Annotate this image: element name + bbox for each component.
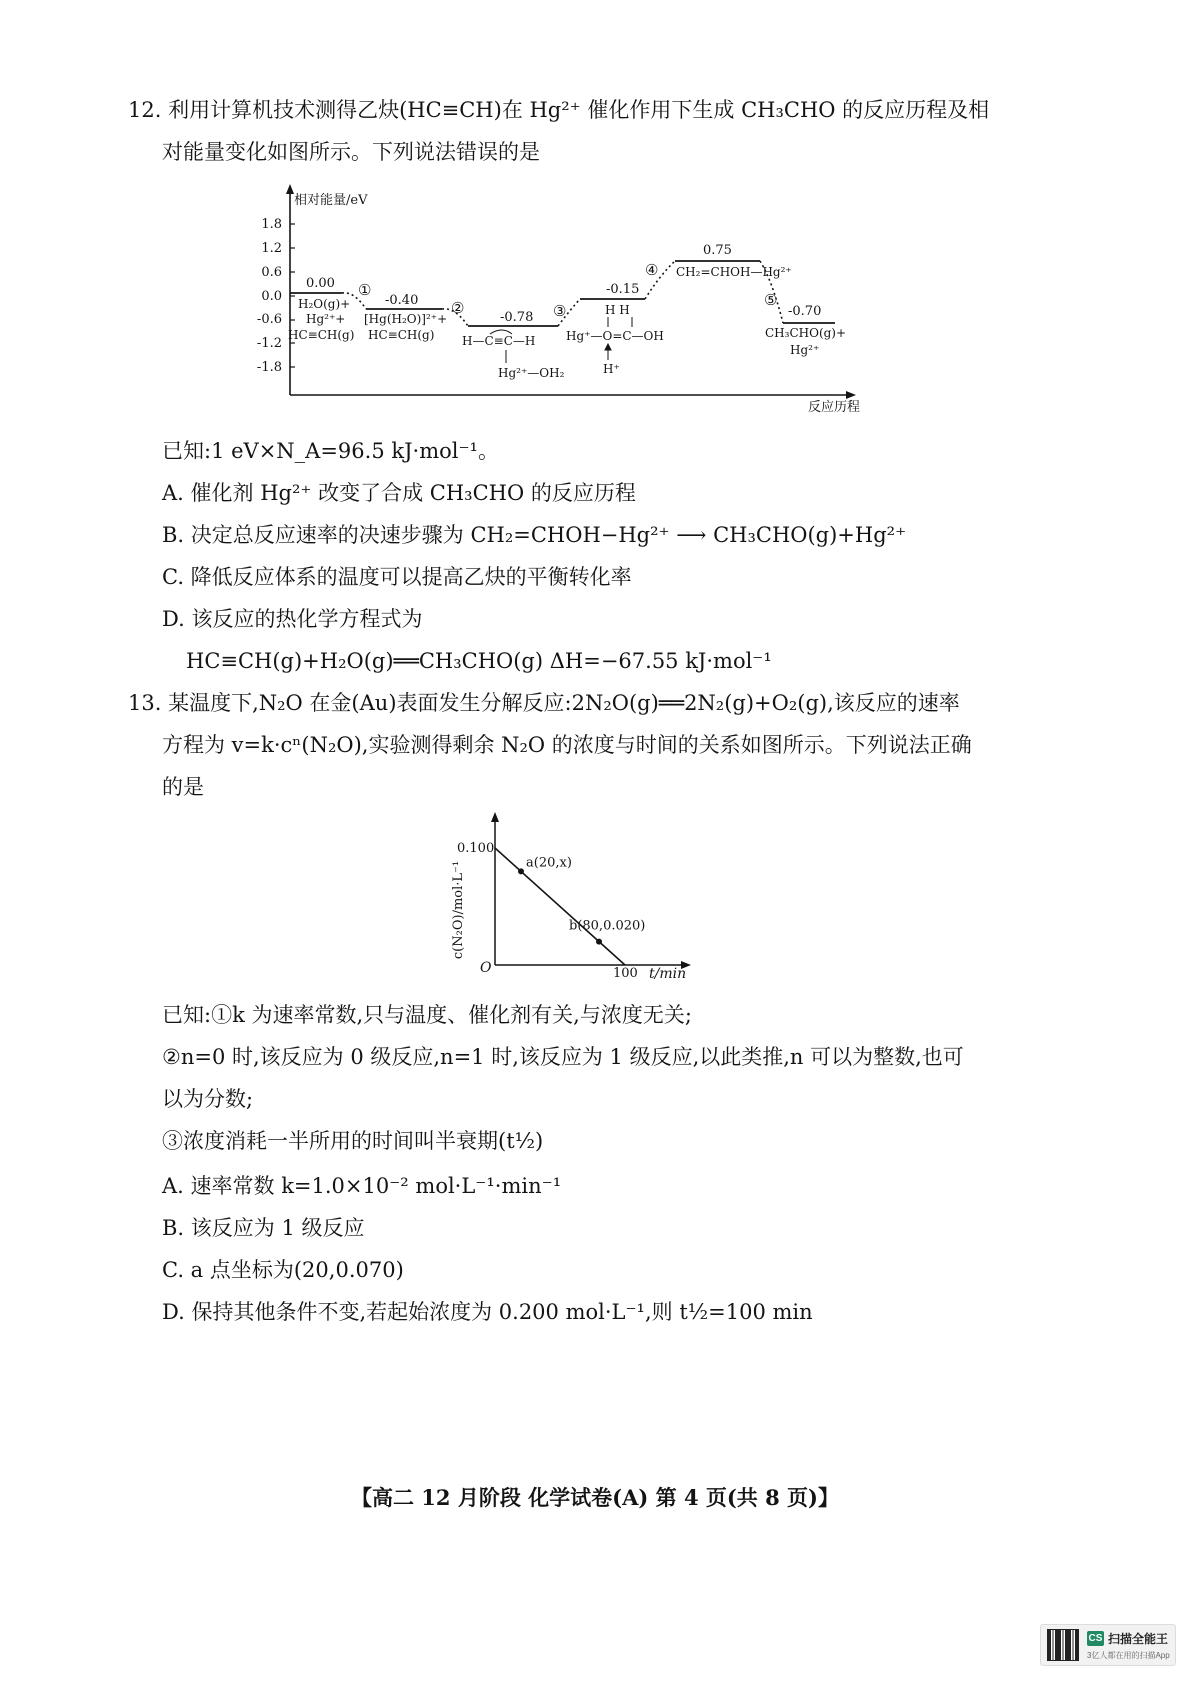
level-value: -0.70 xyxy=(788,304,822,319)
tick-label: 1.2 xyxy=(261,241,282,256)
q13-option-a: A. 速率常数 k=1.0×10⁻² mol·L⁻¹·min⁻¹ xyxy=(162,1174,562,1198)
species-label: H⁺ xyxy=(603,362,620,376)
species-label: Hg²⁺+ xyxy=(306,312,346,326)
species-label: Hg²⁺ xyxy=(790,343,820,357)
scanner-brand: 扫描全能王 xyxy=(1108,1632,1169,1646)
q13-option-c: C. a 点坐标为(20,0.070) xyxy=(162,1258,404,1282)
species-label: CH₃CHO(g)+ xyxy=(765,326,847,340)
species-label: [Hg(H₂O)]²⁺+ xyxy=(364,312,448,326)
step-label: ⑤ xyxy=(764,291,778,309)
cs-logo: CS xyxy=(1088,1633,1103,1644)
chart-y-tick: 0.100 xyxy=(457,841,495,856)
chart-origin: O xyxy=(480,960,492,976)
species-label: Hg⁺—O=C—OH xyxy=(566,329,664,343)
point-b-label: b(80,0.020) xyxy=(569,918,646,934)
page-footer: 【高二 12 月阶段 化学试卷(A) 第 4 页(共 8 页)】 xyxy=(351,1485,839,1510)
level-value: -0.40 xyxy=(385,293,419,308)
tick-label: -1.2 xyxy=(256,336,282,351)
tick-label: 0.6 xyxy=(261,265,282,280)
species-label: H H xyxy=(605,303,630,317)
q12-known: 已知:1 eV×N_A=96.5 kJ·mol⁻¹。 xyxy=(162,439,499,463)
point-a-label: a(20,x) xyxy=(526,855,572,871)
q12-option-d-equation: HC≡CH(g)+H₂O(g)══CH₃CHO(g) ΔH=−67.55 kJ·mol⁻¹ xyxy=(186,649,772,673)
q13-known-2: ②n=0 时,该反应为 0 级反应,n=1 时,该反应为 1 级反应,以此类推,n 可以为整数,也可 xyxy=(162,1045,964,1069)
q13-stem-line-2: 方程为 v=k·cⁿ(N₂O),实验测得剩余 N₂O 的浓度与时间的关系如图所示。下列说法正确 xyxy=(162,733,972,757)
q13-option-b: B. 该反应为 1 级反应 xyxy=(162,1216,365,1240)
scanner-tagline: 3亿人都在用的扫描App xyxy=(1087,1651,1170,1660)
scanner-watermark xyxy=(1040,1624,1176,1666)
tick-label: 1.8 xyxy=(261,217,282,232)
qr-code-icon xyxy=(1047,1629,1079,1661)
q13-stem-line-1: 13. 某温度下,N₂O 在金(Au)表面发生分解反应:2N₂O(g)══2N₂(g)+O₂(g),该反应的速率 xyxy=(128,691,960,715)
species-label: CH₂=CHOH—Hg²⁺ xyxy=(676,265,792,279)
tick-label: -1.8 xyxy=(256,360,282,375)
tick-label: 0.0 xyxy=(261,289,282,304)
species-label: HC≡CH(g) xyxy=(368,328,435,342)
species-label: Hg²⁺—OH₂ xyxy=(498,366,565,380)
level-value: 0.75 xyxy=(703,243,732,258)
species-label: H—C≡C—H xyxy=(462,334,536,348)
step-label: ③ xyxy=(553,302,567,320)
x-axis-arrow xyxy=(846,391,856,399)
q13-known-1: 已知:①k 为速率常数,只与温度、催化剂有关,与浓度无关; xyxy=(162,1003,692,1027)
y-axis-arrow xyxy=(286,184,294,194)
level-value: -0.15 xyxy=(606,282,640,297)
step-label: ① xyxy=(358,281,372,299)
step-label: ④ xyxy=(645,261,659,279)
energy-diagram xyxy=(250,180,870,420)
step-label: ② xyxy=(451,299,465,317)
q13-known-3: 以为分数; xyxy=(162,1087,254,1111)
point-b xyxy=(596,939,602,945)
species-label: HC≡CH(g) xyxy=(288,328,355,342)
q13-stem-line-3: 的是 xyxy=(162,775,204,799)
tick-label: -0.6 xyxy=(256,312,282,327)
level-value: 0.00 xyxy=(306,276,335,291)
concentration-chart xyxy=(440,810,710,990)
q13-option-d: D. 保持其他条件不变,若起始浓度为 0.200 mol·L⁻¹,则 t½=100 min xyxy=(162,1300,813,1324)
point-a xyxy=(518,868,524,874)
chart-y-arrow xyxy=(491,812,499,822)
energy-xlabel: 反应历程 xyxy=(808,400,861,415)
level-value: -0.78 xyxy=(500,310,534,325)
chart-ylabel: c(N₂O)/mol·L⁻¹ xyxy=(451,860,466,960)
q13-known-4: ③浓度消耗一半所用的时间叫半衰期(t½) xyxy=(162,1129,544,1153)
species-label: H₂O(g)+ xyxy=(298,297,351,311)
q12-option-d: D. 该反应的热化学方程式为 xyxy=(162,607,423,631)
chart-xlabel: t/min xyxy=(649,966,687,982)
q12-stem-line-2: 对能量变化如图所示。下列说法错误的是 xyxy=(162,140,540,164)
q12-stem-line-1: 12. 利用计算机技术测得乙炔(HC≡CH)在 Hg²⁺ 催化作用下生成 CH₃CHO 的反应历程及相 xyxy=(128,98,990,122)
q12-option-a: A. 催化剂 Hg²⁺ 改变了合成 CH₃CHO 的反应历程 xyxy=(162,481,636,505)
energy-ylabel: 相对能量/eV xyxy=(294,193,368,208)
q12-option-b: B. 决定总反应速率的决速步骤为 CH₂=CHOH−Hg²⁺ ⟶ CH₃CHO(g)+Hg²⁺ xyxy=(162,523,907,547)
q12-option-c: C. 降低反应体系的温度可以提高乙炔的平衡转化率 xyxy=(162,565,632,589)
chart-x-tick: 100 xyxy=(613,966,638,981)
